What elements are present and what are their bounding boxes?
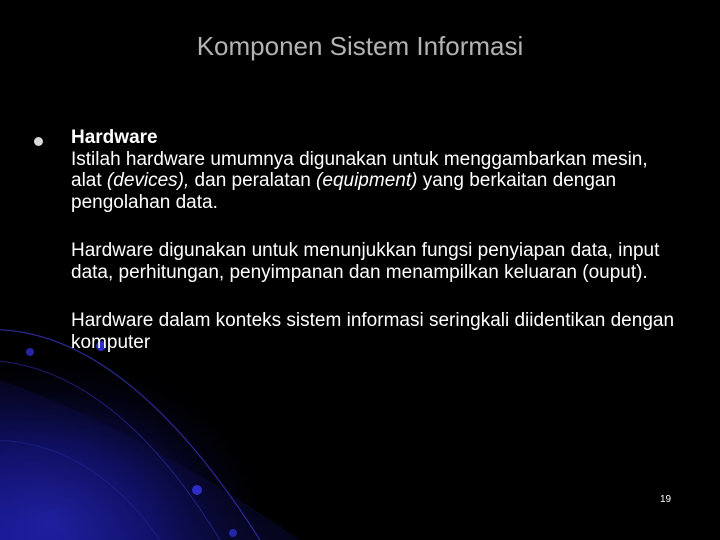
slide-title: Komponen Sistem Informasi — [196, 31, 524, 61]
deco-dot-4 — [229, 529, 237, 537]
paragraph-1-text-a: Istilah hardware umumnya digunakan untuk menggambarkan mesin, alat — [71, 148, 648, 191]
paragraph-2: Hardware digunakan untuk menunjukkan fungsi penyiapan data, input data, perhitungan, penyimpanan dan menampilkan keluaran (ouput). — [71, 240, 660, 283]
spacer — [71, 213, 681, 240]
deco-dot-2 — [26, 348, 34, 356]
slide-content — [71, 127, 681, 353]
paragraph-1-text-b: dan peralatan — [189, 170, 317, 191]
bullet-icon — [34, 137, 43, 146]
spacer — [71, 283, 681, 310]
paragraph-1-italic-2: (equipment) — [316, 170, 418, 191]
page-number: 19 — [660, 494, 672, 505]
deco-dot-3 — [192, 485, 202, 495]
paragraph-1-text-c: yang berkaitan dengan pengolahan data. — [71, 170, 617, 213]
paragraph-3: Hardware dalam konteks sistem informasi seringkali diidentikan dengan komputer — [71, 310, 675, 353]
bullet-heading: Hardware — [71, 127, 158, 148]
paragraph-1-italic-1: (devices), — [106, 170, 190, 191]
paragraph-1 — [71, 149, 681, 214]
